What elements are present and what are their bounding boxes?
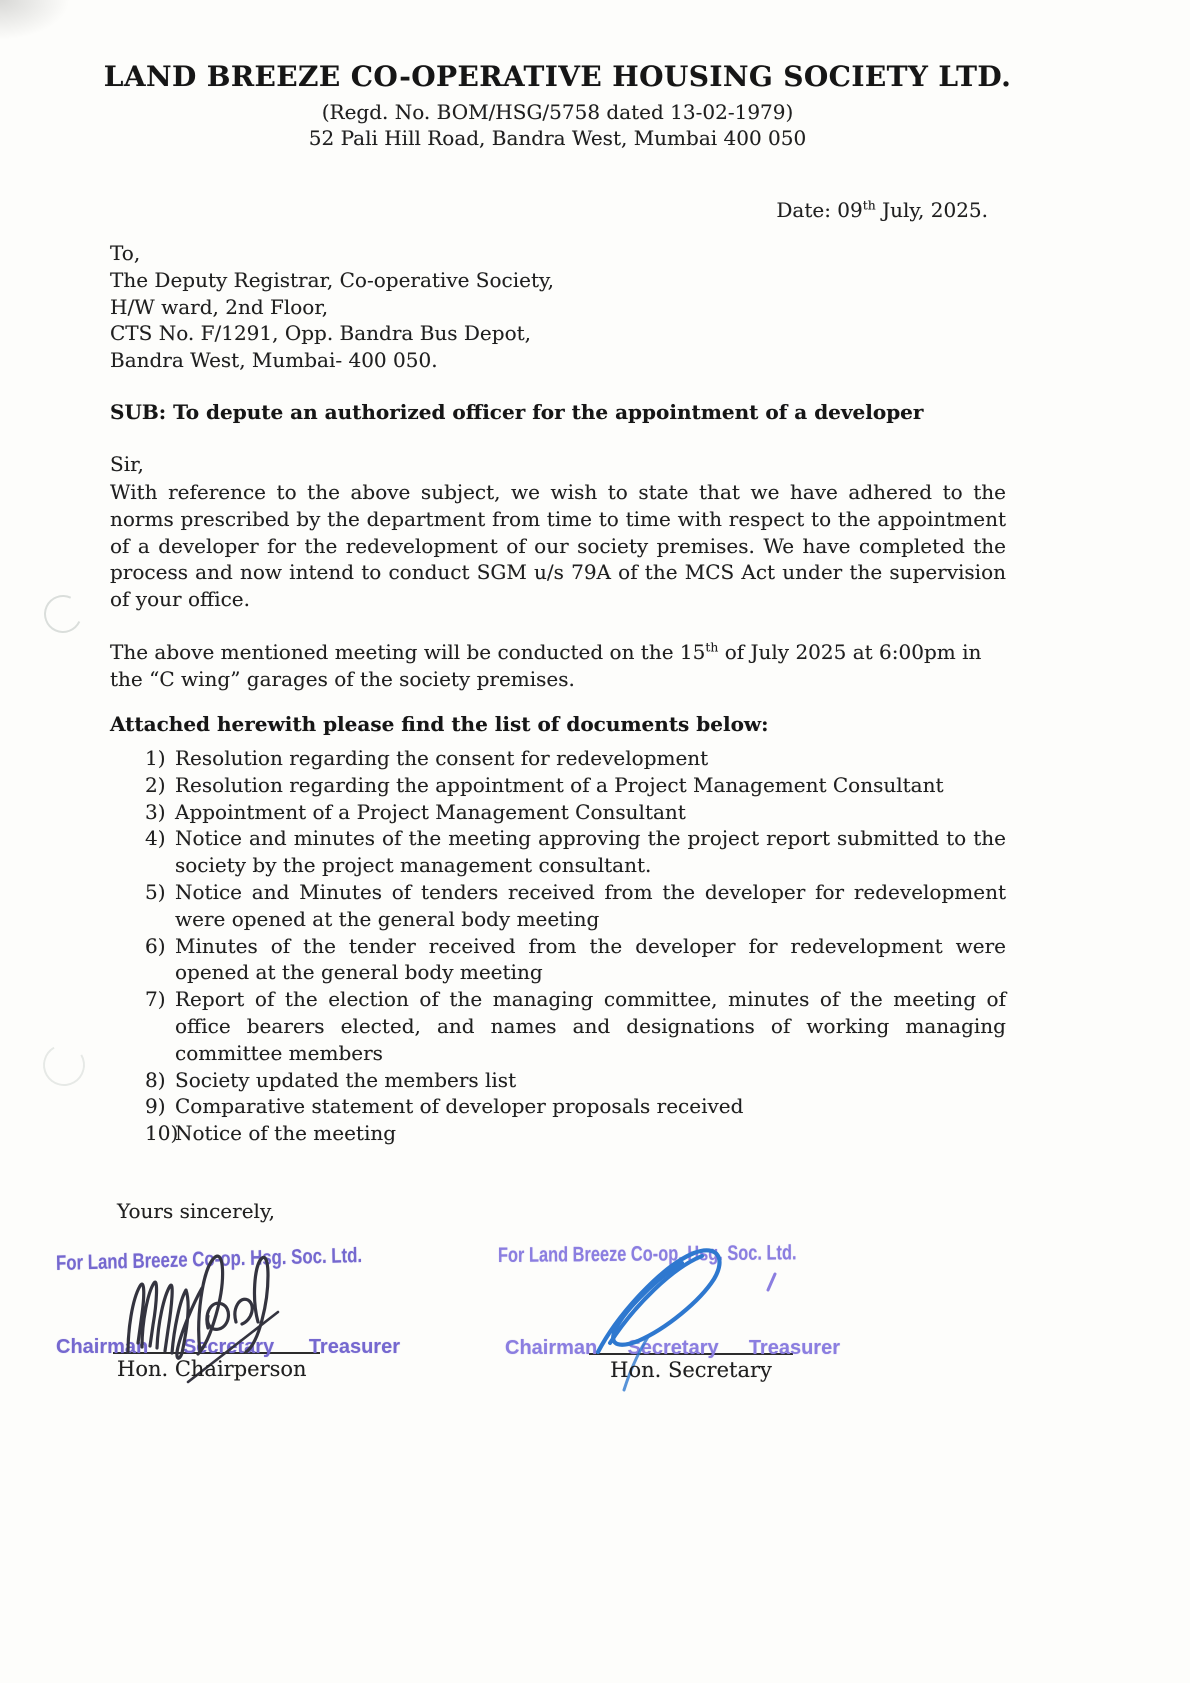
recipient-to: To, bbox=[110, 241, 141, 265]
list-item bbox=[145, 1093, 1006, 1120]
company-stamp-right: For Land Breeze Co-op. Hsg. Soc. Ltd. bbox=[497, 1241, 797, 1267]
list-item bbox=[145, 1067, 1006, 1094]
list-item-number: 10) bbox=[145, 1121, 179, 1146]
date-line bbox=[776, 198, 988, 222]
attachments-list bbox=[145, 745, 1006, 1147]
recipient-line: Bandra West, Mumbai- 400 050. bbox=[110, 348, 438, 373]
list-item bbox=[145, 986, 1006, 1066]
body-paragraph-2 bbox=[110, 639, 1006, 693]
list-item-text: Appointment of a Project Management Consultant bbox=[175, 799, 686, 824]
list-item bbox=[145, 825, 1006, 879]
paragraph-2-text: The above mentioned meeting will be conducted on the 15 bbox=[110, 640, 706, 664]
punch-hole-icon bbox=[39, 590, 88, 639]
list-item-text: Report of the election of the managing committee, minutes of the meeting of office bearers elected, and names and designations of working managing committee members bbox=[175, 987, 1006, 1065]
punch-hole-icon bbox=[38, 1039, 89, 1090]
list-item-text: Resolution regarding the consent for redevelopment bbox=[175, 746, 709, 770]
list-item-text: Notice and minutes of the meeting approving the project report submitted to the society by the project management consultant. bbox=[175, 826, 1006, 878]
date-text: Date: 09 bbox=[776, 198, 863, 222]
list-item-number: 8) bbox=[145, 1067, 166, 1092]
salutation: Sir, bbox=[110, 452, 144, 476]
date-ordinal: th bbox=[862, 197, 876, 213]
stamp-role: Secretary bbox=[627, 1337, 719, 1359]
list-item-number: 4) bbox=[145, 826, 166, 851]
list-item-number: 7) bbox=[145, 987, 166, 1012]
letterhead bbox=[0, 60, 1115, 151]
recipient-line: H/W ward, 2nd Floor, bbox=[110, 294, 329, 319]
list-item-number: 9) bbox=[145, 1094, 166, 1119]
list-item-number: 3) bbox=[145, 799, 166, 824]
stamp-role: Chairman bbox=[505, 1337, 598, 1359]
list-item-text: Resolution regarding the appointment of a Project Management Consultant bbox=[175, 772, 944, 797]
recipient-line: CTS No. F/1291, Opp. Bandra Bus Depot, bbox=[110, 321, 532, 346]
subject-line: SUB: To depute an authorized officer for the appointment of a developer bbox=[110, 400, 924, 424]
typed-name-chairperson: Hon. Chairperson bbox=[117, 1357, 307, 1381]
list-item-text: Society updated the members list bbox=[175, 1067, 517, 1092]
attachments-heading: Attached herewith please find the list of documents below: bbox=[110, 712, 769, 736]
letterhead-address: 52 Pali Hill Road, Bandra West, Mumbai 400 050 bbox=[308, 126, 807, 150]
list-item-number: 1) bbox=[145, 746, 166, 770]
recipient-line: The Deputy Registrar, Co-operative Society, bbox=[110, 267, 555, 292]
date-rest: July, 2025. bbox=[875, 198, 988, 222]
list-item-number: 2) bbox=[145, 772, 166, 797]
list-item bbox=[145, 933, 1006, 987]
company-stamp-left: For Land Breeze Co-op. Hsg. Soc. Ltd. bbox=[55, 1243, 363, 1275]
paragraph-2-ordinal: th bbox=[705, 639, 719, 655]
list-item-text: Minutes of the tender received from the developer for redevelopment were opened at the general body meeting bbox=[175, 933, 1006, 985]
typed-name-secretary: Hon. Secretary bbox=[610, 1358, 772, 1382]
stamp-role: Treasurer bbox=[308, 1336, 400, 1358]
list-item-number: 6) bbox=[145, 933, 166, 958]
list-item bbox=[145, 1120, 1006, 1147]
list-item bbox=[145, 745, 1006, 772]
body-paragraph-1: With reference to the above subject, we wish to state that we have adhered to the norms prescribed by the department from time to time with respect to the appointment of a developer for the redevelopment of our society premises. We have completed the process and now intend to conduct SGM u/s 79A of the MCS Act under the supervision of your office. bbox=[110, 480, 1006, 612]
scan-corner-smudge bbox=[0, 0, 70, 40]
valediction: Yours sincerely, bbox=[117, 1199, 275, 1223]
recipient-address-block bbox=[110, 240, 554, 374]
stamp-role: Secretary bbox=[182, 1336, 275, 1358]
stamp-role: Treasurer bbox=[748, 1337, 840, 1359]
list-item-text: Notice of the meeting bbox=[175, 1121, 397, 1146]
list-item bbox=[145, 879, 1006, 933]
society-name: LAND BREEZE CO-OPERATIVE HOUSING SOCIETY LTD. bbox=[103, 60, 1012, 93]
list-item-number: 5) bbox=[145, 879, 166, 904]
paragraph-2-text: of July 2025 at 6:00pm in the “C wing” garages of the society premises. bbox=[110, 640, 982, 691]
list-item-text: Comparative statement of developer proposals received bbox=[175, 1094, 744, 1119]
registration-line: (Regd. No. BOM/HSG/5758 dated 13-02-1979) bbox=[321, 100, 794, 124]
stamp-role: Chairman bbox=[56, 1336, 149, 1358]
list-item bbox=[145, 772, 1006, 799]
list-item-text: Notice and Minutes of tenders received from the developer for redevelopment were opened at the general body meeting bbox=[175, 879, 1006, 931]
list-item bbox=[145, 799, 1006, 826]
